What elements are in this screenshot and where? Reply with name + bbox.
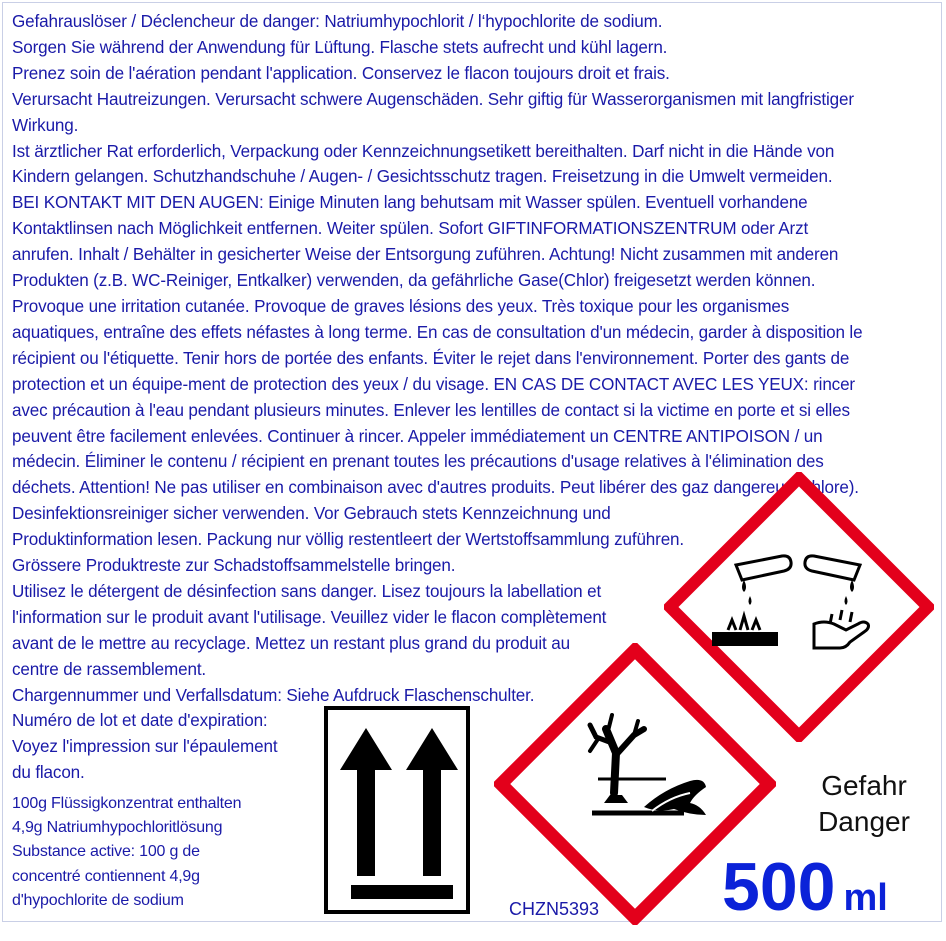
text-line: BEI KONTAKT MIT DEN AUGEN: Einige Minuten lang behutsam mit Wasser spülen. Eventuell vorhandene xyxy=(12,193,808,213)
product-code: CHZN5393 xyxy=(509,899,600,919)
text-line: récipient ou l'étiquette. Tenir hors de portée des enfants. Éviter le rejet dans l'environnement. Porter des gants de xyxy=(12,348,850,368)
text-line: Produkten (z.B. WC-Reiniger, Entkalker) verwenden, da gefährliche Gase(Chlor) freigesetzt werden können. xyxy=(12,271,816,291)
text-line: Voyez l'impression sur l'épaulement xyxy=(12,737,278,757)
text-line: Verursacht Hautreizungen. Verursacht schwere Augenschäden. Sehr giftig für Wasserorganismen mit langfristiger xyxy=(12,89,854,109)
text-line: concentré contiennent 4,9g xyxy=(12,867,200,885)
text-line: peuvent être facilement enlevées. Continuer à rincer. Appeler immédiatement un CENTRE ANTIPOISON / un xyxy=(12,426,823,446)
text-line: 100g Flüssigkonzentrat enthalten xyxy=(12,795,242,812)
text-line: d'hypochlorite de sodium xyxy=(12,891,184,909)
text-line: Produktinformation lesen. Packung nur völlig restentleert der Wertstoffsammlung zuführen. xyxy=(12,530,685,550)
text-line: avec précaution à l'eau pendant plusieurs minutes. Enlever les lentilles de contact si la victime en porte et si elles xyxy=(12,400,850,420)
this-way-up-arrows-icon xyxy=(324,706,470,914)
text-line: médecin. Éliminer le contenu / récipient en prenant toutes les précautions d'usage relatives à l'élimination des xyxy=(12,452,824,472)
text-line: Utilisez le détergent de désinfection sans danger. Lisez toujours la labellation et xyxy=(12,581,602,601)
text-line: Grössere Produktreste zur Schadstoffsammelstelle bringen. xyxy=(12,556,456,576)
text-line: du flacon. xyxy=(12,763,85,783)
text-line: déchets. Attention! Ne pas utiliser en combinaison avec d'autres produits. Peut libérer des gaz dangereux (chlore). xyxy=(12,478,859,498)
text-line: Sorgen Sie während der Anwendung für Lüftung. Flasche stets aufrecht und kühl lagern. xyxy=(12,37,668,57)
text-line: avant de le mettre au recyclage. Mettez un restant plus grand du produit au xyxy=(12,633,570,653)
composition-text-block xyxy=(12,792,312,913)
text-line: Numéro de lot et date d'expiration: xyxy=(12,711,268,731)
volume-value: 500 xyxy=(722,849,836,925)
signal-word xyxy=(790,768,938,840)
text-line: Kontaktlinsen nach Möglichkeit entfernen. Weiter spülen. Sofort GIFTINFORMATIONSZENTRUM oder Arzt xyxy=(12,219,809,239)
text-line: Substance active: 100 g de xyxy=(12,843,200,861)
signal-word-fr: Danger xyxy=(818,806,910,837)
text-line: 4,9g Natriumhypochloritlösung xyxy=(12,819,223,837)
text-line: Gefahrauslöser / Déclencheur de danger: Natriumhypochlorit / l‘hypochlorite de sodium. xyxy=(12,12,663,31)
text-line: l'information sur le produit avant l'utilisage. Veuillez vider le flacon complètement xyxy=(12,607,607,627)
text-line: Chargennummer und Verfallsdatum: Siehe Aufdruck Flaschenschulter. xyxy=(12,685,535,705)
text-line: anrufen. Inhalt / Behälter in gesicherter Weise der Entsorgung zuführen. Achtung! Nicht zusammen mit anderen xyxy=(12,245,839,265)
text-line: aquatiques, entraîne des effets néfastes à long terme. En cas de consultation d'un médecin, garder à disposition le xyxy=(12,322,863,342)
signal-word-de: Gefahr xyxy=(821,770,907,801)
text-line: Ist ärztlicher Rat erforderlich, Verpackung oder Kennzeichnungsetikett bereithalten. Darf nicht in die Hände von xyxy=(12,141,835,161)
text-line: protection et un équipe-ment de protection des yeux / du visage. EN CAS DE CONTACT AVEC LES YEUX: rincer xyxy=(12,374,855,394)
text-line: Wirkung. xyxy=(12,115,79,135)
text-line: Desinfektionsreiniger sicher verwenden. Vor Gebrauch stets Kennzeichnung und xyxy=(12,504,611,524)
text-line: Kindern gelangen. Schutzhandschuhe / Augen- / Gesichtsschutz tragen. Freisetzung in die Umwelt vermeiden. xyxy=(12,167,833,187)
text-line: centre de rassemblement. xyxy=(12,659,207,679)
volume-unit: ml xyxy=(843,877,888,919)
text-line: Provoque une irritation cutanée. Provoque de graves lésions des yeux. Très toxique pour les organismes xyxy=(12,296,790,316)
text-line: Prenez soin de l'aération pendant l'application. Conservez le flacon toujours droit et frais. xyxy=(12,63,670,83)
volume xyxy=(722,849,888,941)
